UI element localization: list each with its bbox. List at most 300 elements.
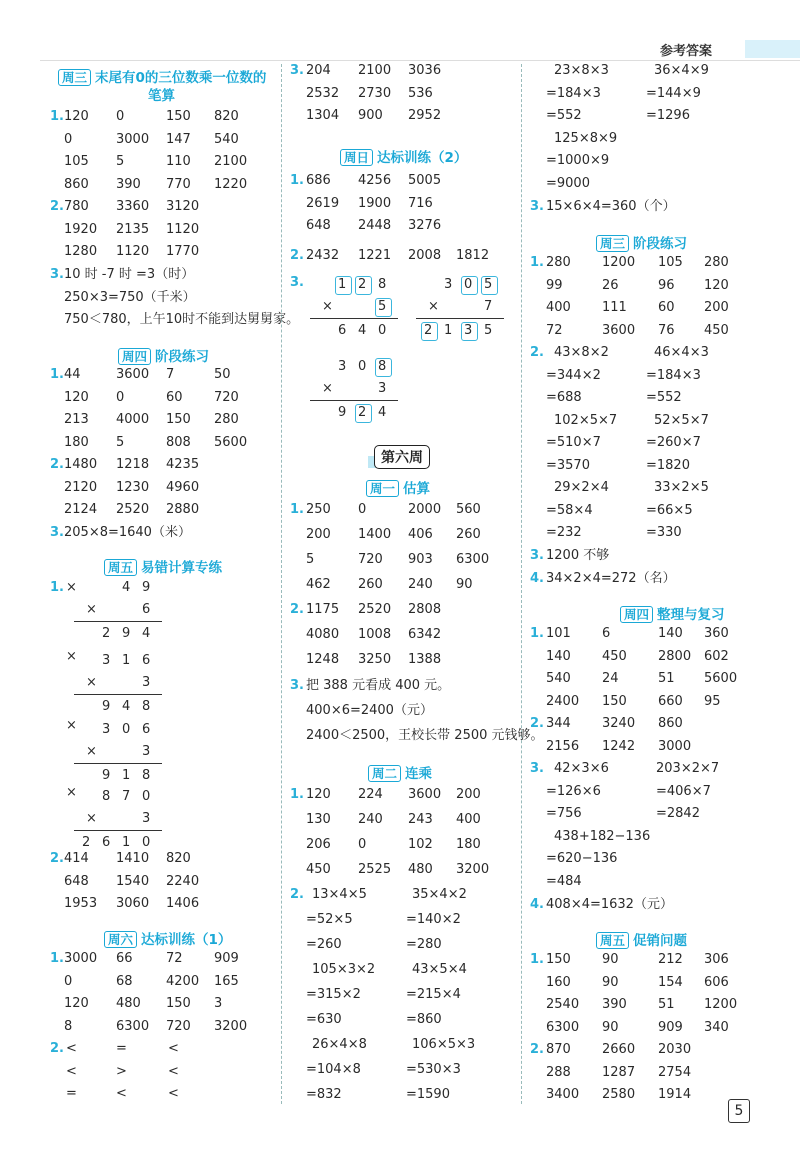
calc-step: =9000 [546, 175, 590, 191]
digit: 1 [122, 768, 131, 783]
column-divider-2 [521, 64, 522, 1104]
digit: 4 [122, 580, 131, 595]
answer-cell: 1540 [116, 873, 150, 889]
digit: 3 [142, 811, 151, 826]
answer-cell: 2520 [358, 602, 392, 617]
answer-cell: 99 [546, 277, 563, 293]
section-title: 整理与复习 [657, 607, 725, 623]
answer-cell: 260 [358, 577, 383, 592]
answer-cell: 150 [166, 109, 191, 124]
digit: 6 [142, 653, 151, 668]
answer-cell: 212 [658, 952, 683, 967]
multiply-sign: × [322, 299, 333, 314]
answer-cell: 903 [408, 552, 433, 567]
question-number: 1. [530, 626, 544, 641]
answer-cell: 400 [546, 300, 571, 315]
answer-cell: 648 [64, 873, 89, 889]
answer-cell: 288 [546, 1064, 571, 1080]
answer-cell: 2619 [306, 195, 340, 211]
calc-step: =756 [546, 806, 582, 821]
answer-cell: 160 [546, 974, 571, 990]
answer-cell: 400 [456, 812, 481, 827]
question-number: 2. [290, 887, 304, 902]
answer-cell: 3400 [546, 1087, 580, 1102]
digit: 5 [378, 299, 387, 314]
wrong-mark: × [66, 718, 77, 733]
answer-cell: 1900 [358, 195, 392, 211]
section-heading [366, 477, 430, 497]
answer-cell: 860 [658, 716, 683, 731]
section-tag: 周日 [340, 149, 373, 166]
calc-step: =688 [546, 390, 582, 405]
answer-cell: 3600 [116, 367, 150, 382]
calc-step: =1820 [646, 457, 690, 473]
answer-cell: 5600 [214, 434, 248, 450]
question-number: 1. [530, 952, 544, 967]
answer-cell: 1175 [306, 602, 340, 617]
answer-cell: 1406 [166, 896, 200, 911]
answer-cell: 2540 [546, 997, 580, 1012]
question-number: 4. [530, 897, 544, 912]
answer-cell: 390 [602, 997, 627, 1012]
digit: 4 [122, 699, 131, 714]
question-number: 1. [50, 367, 64, 382]
answer-cell: 280 [214, 412, 239, 427]
answer-cell: 1218 [116, 457, 150, 472]
answer-cell: 1388 [408, 652, 442, 667]
calc-step: 102×5×7 [554, 412, 618, 428]
question-number: 2. [290, 602, 304, 617]
calc-step: 29×2×4 [554, 480, 609, 495]
calc-step: =330 [646, 525, 682, 540]
calc-step: 23×8×3 [554, 63, 609, 78]
answer-cell: 909 [658, 1019, 683, 1035]
section-heading [368, 762, 432, 782]
answer-cell: 2754 [658, 1064, 692, 1080]
calc-step: =1000×9 [546, 153, 610, 168]
section-tag: 周三 [58, 69, 91, 86]
question-number: 1. [50, 109, 64, 124]
section-tag: 周五 [104, 559, 137, 576]
calc-step: =260×7 [646, 435, 701, 450]
answer-line: 把 388 元看成 400 元。 [306, 678, 451, 693]
answer-cell: 165 [214, 973, 239, 989]
answer-cell: 2240 [166, 873, 200, 889]
answer-cell: 6342 [408, 627, 442, 642]
section-title: 阶段练习 [633, 236, 688, 252]
answer-cell: 450 [306, 862, 331, 877]
answer-cell: 1410 [116, 851, 150, 866]
digit: 9 [102, 768, 111, 783]
section-tag: 周六 [104, 931, 137, 948]
answer-cell: 602 [704, 648, 729, 664]
calc-step: 43×8×2 [554, 345, 609, 360]
digit: 4 [358, 323, 367, 338]
question-number: 1. [290, 173, 304, 188]
wrong-mark: × [66, 785, 77, 800]
answer-cell: 909 [214, 951, 239, 966]
answer-cell: 820 [166, 851, 191, 866]
calc-step: =860 [406, 1012, 442, 1027]
answer-cell: 2952 [408, 108, 442, 123]
answer-line: 408×4=1632（元） [546, 897, 673, 912]
section-heading [104, 556, 222, 576]
answer-cell: 1220 [214, 176, 248, 192]
answer-cell: = [116, 1041, 127, 1056]
answer-cell: 3036 [408, 63, 442, 78]
answer-cell: 3000 [658, 738, 692, 754]
calc-step: =280 [406, 937, 442, 952]
answer-cell: 480 [116, 996, 141, 1011]
answer-cell: 3 [214, 996, 223, 1011]
wrong-mark: × [66, 649, 77, 664]
digit: 9 [142, 580, 151, 595]
question-number: 3. [50, 267, 64, 282]
answer-cell: 60 [166, 389, 183, 405]
answer-cell: 200 [456, 787, 481, 802]
answer-cell: 340 [704, 1019, 729, 1035]
answer-cell: 110 [166, 154, 191, 169]
answer-cell: < [116, 1086, 127, 1101]
question-number: 1. [50, 951, 64, 966]
answer-cell: 770 [166, 176, 191, 192]
digit: 2 [82, 835, 91, 850]
answer-cell: 1480 [64, 457, 98, 472]
calc-step: 36×4×9 [654, 63, 709, 78]
question-number: 2. [50, 457, 64, 472]
answer-cell: 560 [456, 502, 481, 517]
question-number: 2. [530, 1042, 544, 1057]
answer-cell: 140 [546, 648, 571, 664]
answer-cell: 180 [456, 837, 481, 852]
calc-step: 438+182−136 [554, 828, 651, 844]
week-title: 第六周 [374, 445, 430, 469]
answer-cell: 1304 [306, 108, 340, 123]
calc-step: 26×4×8 [312, 1037, 367, 1052]
digit: 3 [378, 381, 387, 396]
answer-cell: 2156 [546, 738, 580, 754]
answer-cell: 306 [704, 952, 729, 967]
blank-box [375, 358, 392, 377]
question-number: 1. [290, 787, 304, 802]
answer-cell: 204 [306, 63, 331, 78]
blank-box [335, 276, 352, 295]
section-heading [340, 146, 467, 166]
calc-step: =552 [646, 390, 682, 405]
answer-cell: 200 [306, 527, 331, 542]
digit: 3 [102, 722, 111, 737]
digit: 4 [142, 626, 151, 641]
answer-cell: 0 [358, 837, 367, 852]
answer-cell: 213 [64, 412, 89, 427]
answer-cell: 3250 [358, 652, 392, 667]
section-title: 促销问题 [633, 933, 688, 949]
digit: 6 [142, 722, 151, 737]
answer-cell: 406 [408, 527, 433, 542]
answer-cell: 1230 [116, 479, 150, 495]
calc-line [310, 400, 398, 401]
answer-cell: 3600 [408, 787, 442, 802]
digit: 6 [142, 602, 151, 617]
answer-cell: 96 [658, 277, 675, 293]
digit: 8 [142, 768, 151, 783]
answer-cell: 2432 [306, 248, 340, 263]
answer-cell: < [66, 1063, 77, 1079]
digit: 1 [122, 653, 131, 668]
answer-cell: 1120 [116, 244, 150, 259]
question-number: 4. [530, 571, 544, 586]
answer-line: 34×2×4=272（名） [546, 571, 676, 586]
digit: 5 [484, 323, 493, 338]
question-number: 1. [50, 580, 64, 595]
digit: 3 [464, 323, 473, 338]
answer-cell: 2800 [658, 648, 692, 664]
answer-cell: 26 [602, 277, 619, 293]
answer-cell: 3060 [116, 896, 150, 911]
answer-cell: 200 [704, 300, 729, 315]
digit: 6 [338, 323, 347, 338]
calc-step: =184×3 [546, 85, 601, 101]
answer-cell: 860 [64, 176, 89, 192]
answer-line: 1200 不够 [546, 548, 610, 563]
answer-cell: 2525 [358, 862, 392, 877]
answer-cell: 1200 [602, 255, 636, 270]
question-number: 3. [530, 199, 544, 214]
answer-cell: 8 [64, 1018, 73, 1034]
question-number: 2. [50, 1041, 64, 1056]
calc-step: 203×2×7 [656, 761, 720, 776]
answer-cell: 2808 [408, 602, 442, 617]
answer-line: 750＜780，上午10时不能到达舅舅家。 [64, 312, 300, 327]
calc-step: 42×3×6 [554, 761, 609, 776]
calc-step: 106×5×3 [412, 1037, 476, 1052]
answer-cell: 206 [306, 837, 331, 852]
answer-cell: 60 [658, 300, 675, 315]
answer-cell: 72 [546, 322, 563, 338]
answer-cell: 154 [658, 974, 683, 990]
section-title-cont: 笔算 [148, 88, 175, 104]
answer-cell: 90 [456, 577, 473, 592]
column-divider-1 [281, 64, 282, 1104]
digit: 8 [378, 277, 387, 292]
digit: 8 [102, 789, 111, 804]
calc-line [416, 318, 504, 319]
calc-step: =66×5 [646, 502, 693, 518]
answer-cell: 66 [116, 951, 133, 966]
answer-cell: 450 [704, 322, 729, 338]
calc-step: 105×3×2 [312, 962, 376, 977]
answer-cell: 3000 [64, 951, 98, 966]
answer-cell: 7 [166, 367, 175, 382]
calc-step: 125×8×9 [554, 130, 618, 146]
calc-step: =552 [546, 108, 582, 123]
section-title: 估算 [403, 481, 431, 497]
answer-cell: 4080 [306, 627, 340, 642]
calc-line [74, 830, 162, 831]
digit: 9 [102, 699, 111, 714]
digit: 2 [358, 405, 367, 420]
answer-cell: 720 [358, 552, 383, 567]
question-number: 1. [290, 502, 304, 517]
calc-step: =630 [306, 1012, 342, 1027]
section-heading [104, 928, 231, 948]
calc-line [310, 318, 398, 319]
answer-cell: 150 [546, 952, 571, 967]
answer-cell: 147 [166, 131, 191, 147]
multiply-sign: × [322, 381, 333, 396]
question-number: 2. [50, 851, 64, 866]
answer-cell: 870 [546, 1042, 571, 1057]
question-number: 3. [290, 63, 304, 78]
answer-line: 400×6=2400（元） [306, 703, 433, 718]
answer-cell: 240 [408, 577, 433, 592]
answer-cell: < [66, 1041, 77, 1056]
answer-cell: 180 [64, 434, 89, 450]
answer-cell: 686 [306, 173, 331, 188]
answer-cell: 24 [602, 671, 619, 686]
answer-cell: 4235 [166, 457, 200, 472]
answer-cell: 5 [116, 434, 125, 450]
blank-box [375, 298, 392, 317]
answer-cell: < [168, 1041, 179, 1056]
answer-cell: 120 [64, 996, 89, 1011]
answer-cell: > [116, 1063, 127, 1079]
blank-box [355, 276, 372, 295]
answer-cell: 2660 [602, 1042, 636, 1057]
answer-cell: 480 [408, 862, 433, 877]
section-heading [118, 345, 209, 365]
calc-step: =1296 [646, 108, 690, 123]
answer-line: 205×8=1640（米） [64, 525, 191, 540]
answer-cell: 2008 [408, 248, 442, 263]
section-title: 达标训练（2） [377, 150, 468, 166]
answer-cell: 95 [704, 693, 721, 709]
answer-cell: 1008 [358, 627, 392, 642]
section-heading [596, 232, 687, 252]
section-title: 易错计算专练 [141, 560, 223, 576]
answer-cell: 820 [214, 109, 239, 124]
answer-cell: 2730 [358, 85, 392, 101]
calc-step: =215×4 [406, 987, 461, 1002]
answer-cell: < [168, 1063, 179, 1079]
digit: 1 [122, 835, 131, 850]
digit: 2 [358, 277, 367, 292]
answer-cell: 2120 [64, 479, 98, 495]
header-bar [745, 40, 800, 58]
answer-cell: 3200 [214, 1018, 248, 1034]
question-number: 2. [50, 199, 64, 214]
digit: 4 [378, 405, 387, 420]
answer-cell: 2532 [306, 85, 340, 101]
calc-step: 43×5×4 [412, 962, 467, 977]
calc-line [74, 763, 162, 764]
answer-cell: 390 [116, 176, 141, 192]
digit: 1 [444, 323, 453, 338]
calc-step: =344×2 [546, 367, 601, 383]
digit: 3 [338, 359, 347, 374]
multiply-sign: × [86, 811, 97, 826]
digit: 0 [142, 789, 151, 804]
digit: 5 [484, 277, 493, 292]
answer-cell: 6300 [546, 1019, 580, 1035]
answer-cell: 120 [704, 277, 729, 293]
answer-cell: 6 [602, 626, 611, 641]
calc-line [74, 621, 162, 622]
wrong-mark: × [66, 580, 77, 595]
answer-cell: 90 [602, 1019, 619, 1035]
answer-cell: 2030 [658, 1042, 692, 1057]
question-number: 3. [290, 275, 304, 290]
answer-cell: 0 [64, 973, 73, 989]
question-number: 2. [290, 248, 304, 263]
answer-cell: 4960 [166, 479, 200, 495]
answer-cell: 240 [358, 812, 383, 827]
answer-line: 250×3=750（千米） [64, 289, 196, 305]
digit: 2 [424, 323, 433, 338]
answer-cell: 606 [704, 974, 729, 990]
section-tag: 周五 [596, 932, 629, 949]
answer-cell: 1400 [358, 527, 392, 542]
calc-step: =510×7 [546, 435, 601, 450]
answer-cell: 224 [358, 787, 383, 802]
answer-cell: 0 [64, 131, 73, 147]
answer-cell: 44 [64, 367, 81, 382]
answer-cell: 660 [658, 693, 683, 709]
answer-cell: 120 [306, 787, 331, 802]
answer-cell: 1953 [64, 896, 98, 911]
digit: 8 [378, 359, 387, 374]
answer-cell: < [168, 1086, 179, 1101]
calc-step: =58×4 [546, 502, 593, 518]
answer-cell: 2100 [214, 154, 248, 169]
answer-cell: 0 [116, 109, 125, 124]
answer-cell: 5005 [408, 173, 442, 188]
calc-step: 52×5×7 [654, 412, 709, 428]
digit: 2 [102, 626, 111, 641]
answer-cell: 76 [658, 322, 675, 338]
calc-step: =832 [306, 1087, 342, 1102]
answer-cell: 2880 [166, 502, 200, 517]
digit: 1 [338, 277, 347, 292]
digit: 3 [102, 653, 111, 668]
section-tag: 周四 [620, 606, 653, 623]
section-tag: 周一 [366, 480, 399, 497]
answer-line: 10 时 -7 时 =3（时） [64, 267, 195, 282]
answer-cell: 50 [214, 367, 231, 382]
answer-cell: 5 [116, 154, 125, 169]
section-heading [596, 929, 687, 949]
blank-box [355, 404, 372, 423]
answer-cell: 6300 [456, 552, 490, 567]
answer-cell: 3360 [116, 199, 150, 214]
calc-step: =484 [546, 873, 582, 889]
answer-cell: 4200 [166, 973, 200, 989]
answer-cell: 111 [602, 300, 627, 315]
digit: 9 [338, 405, 347, 420]
section-title: 阶段练习 [155, 349, 210, 365]
section-title: 达标训练（1） [141, 932, 232, 948]
section-tag: 周二 [368, 765, 401, 782]
answer-cell: 1280 [64, 244, 98, 259]
answer-cell: 3120 [166, 199, 200, 214]
section-tag: 周四 [118, 348, 151, 365]
answer-cell: 1120 [166, 221, 200, 237]
answer-cell: 808 [166, 434, 191, 450]
answer-cell: 5 [306, 552, 315, 567]
digit: 0 [358, 359, 367, 374]
calc-step: =3570 [546, 457, 590, 473]
calc-step: =260 [306, 937, 342, 952]
